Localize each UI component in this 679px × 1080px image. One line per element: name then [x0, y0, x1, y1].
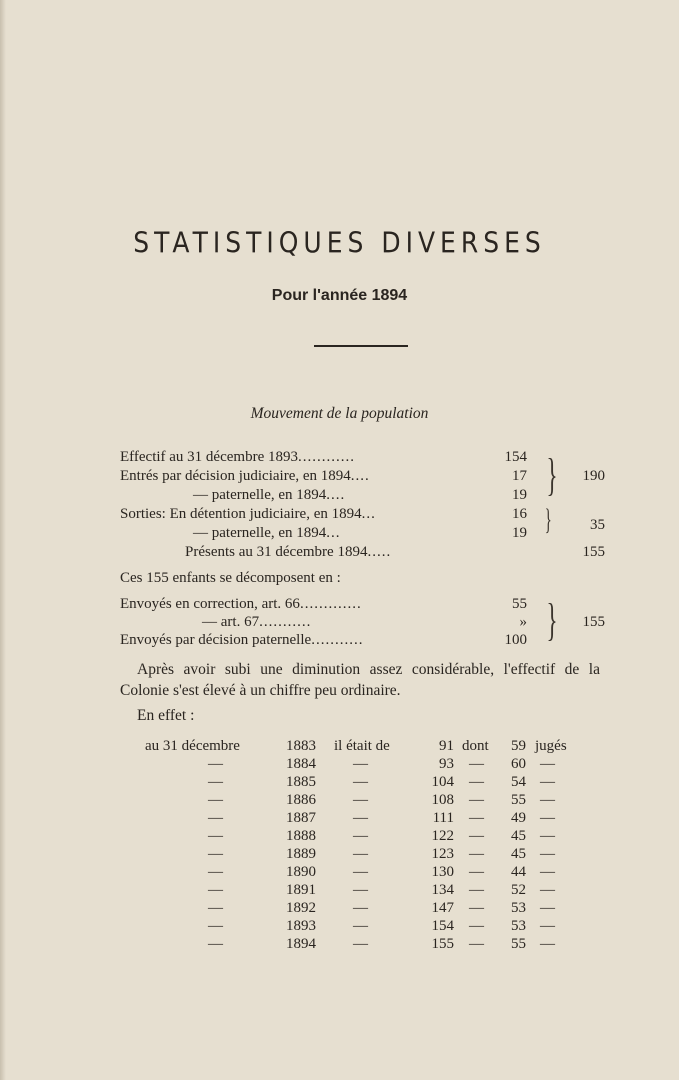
- row-total: 108: [431, 792, 454, 808]
- row-dash-mid: —: [353, 864, 368, 880]
- row-dash-mid: —: [353, 810, 368, 826]
- row-dash-end: —: [540, 828, 555, 844]
- row-dash: —: [208, 900, 223, 916]
- table-row: [0, 900, 679, 918]
- row-dash: —: [208, 882, 223, 898]
- movement-line-effectif: [120, 449, 355, 466]
- row-dash-mid: —: [353, 774, 368, 790]
- movement-line-presents: [185, 544, 391, 561]
- table-row: [0, 882, 679, 900]
- table-row: [0, 846, 679, 864]
- present-total: 155: [582, 544, 605, 560]
- row-judged: 55: [511, 792, 526, 808]
- movement-line-sorties-paternelle: [193, 525, 341, 542]
- decomposition-dots: ...........: [259, 614, 312, 630]
- row-dash-end: —: [540, 918, 555, 934]
- decomposition-dots: ...........: [311, 632, 364, 648]
- row-dash-end: —: [540, 774, 555, 790]
- movement-value: 16: [512, 506, 527, 522]
- row-year: 1891: [286, 882, 316, 898]
- divider-rule: [314, 345, 408, 347]
- row-dash-end: —: [540, 810, 555, 826]
- row-dash-dont: —: [469, 864, 484, 880]
- row-judged: 60: [511, 756, 526, 772]
- table-row: [0, 792, 679, 810]
- exits-total: 35: [590, 517, 605, 533]
- row-total: 154: [431, 918, 454, 934]
- table-row: [0, 810, 679, 828]
- movement-dots: .....: [367, 544, 392, 560]
- table-year: 1883: [286, 738, 316, 754]
- row-year: 1890: [286, 864, 316, 880]
- row-dash-mid: —: [353, 900, 368, 916]
- movement-label: — paternelle, en 1894: [193, 487, 327, 503]
- table-row: [0, 828, 679, 846]
- table-total: 91: [439, 738, 454, 754]
- row-judged: 53: [511, 900, 526, 916]
- decomposition-value: »: [519, 614, 527, 630]
- row-dash-dont: —: [469, 936, 484, 952]
- row-dash: —: [208, 864, 223, 880]
- row-judged: 52: [511, 882, 526, 898]
- row-year: 1886: [286, 792, 316, 808]
- row-dash-mid: —: [353, 846, 368, 862]
- row-dash-dont: —: [469, 846, 484, 862]
- row-dash-dont: —: [469, 882, 484, 898]
- brace-decomposition: }: [546, 594, 558, 645]
- row-dash-mid: —: [353, 882, 368, 898]
- row-year: 1888: [286, 828, 316, 844]
- row-dash-end: —: [540, 846, 555, 862]
- row-judged: 53: [511, 918, 526, 934]
- table-row: [0, 864, 679, 882]
- movement-value: 154: [504, 449, 527, 465]
- row-dash-dont: —: [469, 756, 484, 772]
- row-year: 1892: [286, 900, 316, 916]
- movement-label: — paternelle, en 1894: [193, 525, 327, 541]
- row-dash: —: [208, 774, 223, 790]
- movement-dots: ...: [326, 525, 341, 541]
- table-prefix: au 31 décembre: [145, 738, 240, 754]
- decomposition-line: [120, 596, 362, 613]
- row-total: 134: [431, 882, 454, 898]
- row-total: 122: [431, 828, 454, 844]
- decomposition-value: 100: [504, 632, 527, 648]
- row-dash-end: —: [540, 882, 555, 898]
- row-dash-mid: —: [353, 756, 368, 772]
- row-dash: —: [208, 810, 223, 826]
- row-total: 111: [432, 810, 454, 826]
- table-dont: dont: [462, 738, 489, 754]
- movement-dots: ...: [361, 506, 376, 522]
- row-dash-mid: —: [353, 918, 368, 934]
- table-mid: il était de: [334, 738, 390, 754]
- row-dash-end: —: [540, 756, 555, 772]
- decomposition-intro: Ces 155 enfants se décomposent en :: [120, 570, 341, 586]
- table-row: [0, 756, 679, 774]
- movement-label: Effectif au 31 décembre 1893: [120, 449, 298, 465]
- table-row: [0, 774, 679, 792]
- row-total: 155: [431, 936, 454, 952]
- row-dash: —: [208, 936, 223, 952]
- brace-exits: }: [544, 503, 552, 536]
- movement-label: Sorties: En détention judiciaire, en 1894: [120, 506, 362, 522]
- row-dash-dont: —: [469, 792, 484, 808]
- row-dash-mid: —: [353, 828, 368, 844]
- movement-label: Présents au 31 décembre 1894: [185, 544, 368, 560]
- row-dash-end: —: [540, 864, 555, 880]
- row-year: 1889: [286, 846, 316, 862]
- movement-dots: ....: [326, 487, 346, 503]
- decomposition-label: Envoyés par décision paternelle: [120, 632, 312, 648]
- row-dash-end: —: [540, 792, 555, 808]
- row-judged: 44: [511, 864, 526, 880]
- row-dash-end: —: [540, 900, 555, 916]
- row-total: 130: [431, 864, 454, 880]
- row-year: 1887: [286, 810, 316, 826]
- page-subtitle: Pour l'année 1894: [271, 287, 408, 304]
- row-total: 93: [439, 756, 454, 772]
- row-dash-end: —: [540, 936, 555, 952]
- row-dash-dont: —: [469, 810, 484, 826]
- brace-entries: }: [546, 449, 558, 500]
- row-year: 1884: [286, 756, 316, 772]
- row-total: 104: [431, 774, 454, 790]
- movement-value: 19: [512, 487, 527, 503]
- table-row: [0, 936, 679, 954]
- row-judged: 45: [511, 846, 526, 862]
- row-dash: —: [208, 792, 223, 808]
- decomposition-line: [120, 632, 363, 649]
- decomposition-label: — art. 67: [202, 614, 260, 630]
- movement-dots: ....: [350, 468, 370, 484]
- row-year: 1885: [286, 774, 316, 790]
- decomposition-line: [202, 614, 311, 631]
- table-header-row: [0, 738, 679, 756]
- row-dash-dont: —: [469, 774, 484, 790]
- row-dash: —: [208, 846, 223, 862]
- row-dash: —: [208, 756, 223, 772]
- row-judged: 55: [511, 936, 526, 952]
- row-judged: 45: [511, 828, 526, 844]
- row-dash-mid: —: [353, 936, 368, 952]
- decomposition-value: 55: [512, 596, 527, 612]
- section-title: Mouvement de la population: [250, 405, 429, 422]
- movement-line-entres-judiciaire: [120, 468, 370, 485]
- table-judged: 59: [511, 738, 526, 754]
- table-suffix: jugés: [535, 738, 567, 754]
- row-year: 1894: [286, 936, 316, 952]
- decomposition-dots: .............: [299, 596, 362, 612]
- row-dash-mid: —: [353, 792, 368, 808]
- body-paragraph: Après avoir subi une diminution assez considérable, l'effectif de la Colonie s'est élevé à un chiffre peu ordinaire.: [120, 661, 600, 699]
- movement-label: Entrés par décision judiciaire, en 1894: [120, 468, 351, 484]
- movement-line-sorties-judiciaire: [120, 506, 376, 523]
- row-total: 147: [431, 900, 454, 916]
- decomposition-total: 155: [582, 614, 605, 630]
- row-total: 123: [431, 846, 454, 862]
- movement-line-entres-paternelle: [193, 487, 345, 504]
- row-judged: 54: [511, 774, 526, 790]
- en-effet: En effet :: [137, 707, 195, 724]
- page-title: STATISTIQUES DIVERSES: [133, 225, 546, 260]
- table-row: [0, 918, 679, 936]
- decomposition-label: Envoyés en correction, art. 66: [120, 596, 300, 612]
- row-dash: —: [208, 918, 223, 934]
- row-dash-dont: —: [469, 918, 484, 934]
- entries-total: 190: [582, 468, 605, 484]
- movement-dots: ............: [297, 449, 355, 465]
- row-dash-dont: —: [469, 900, 484, 916]
- row-dash-dont: —: [469, 828, 484, 844]
- row-dash: —: [208, 828, 223, 844]
- movement-value: 17: [512, 468, 527, 484]
- row-year: 1893: [286, 918, 316, 934]
- row-judged: 49: [511, 810, 526, 826]
- movement-value: 19: [512, 525, 527, 541]
